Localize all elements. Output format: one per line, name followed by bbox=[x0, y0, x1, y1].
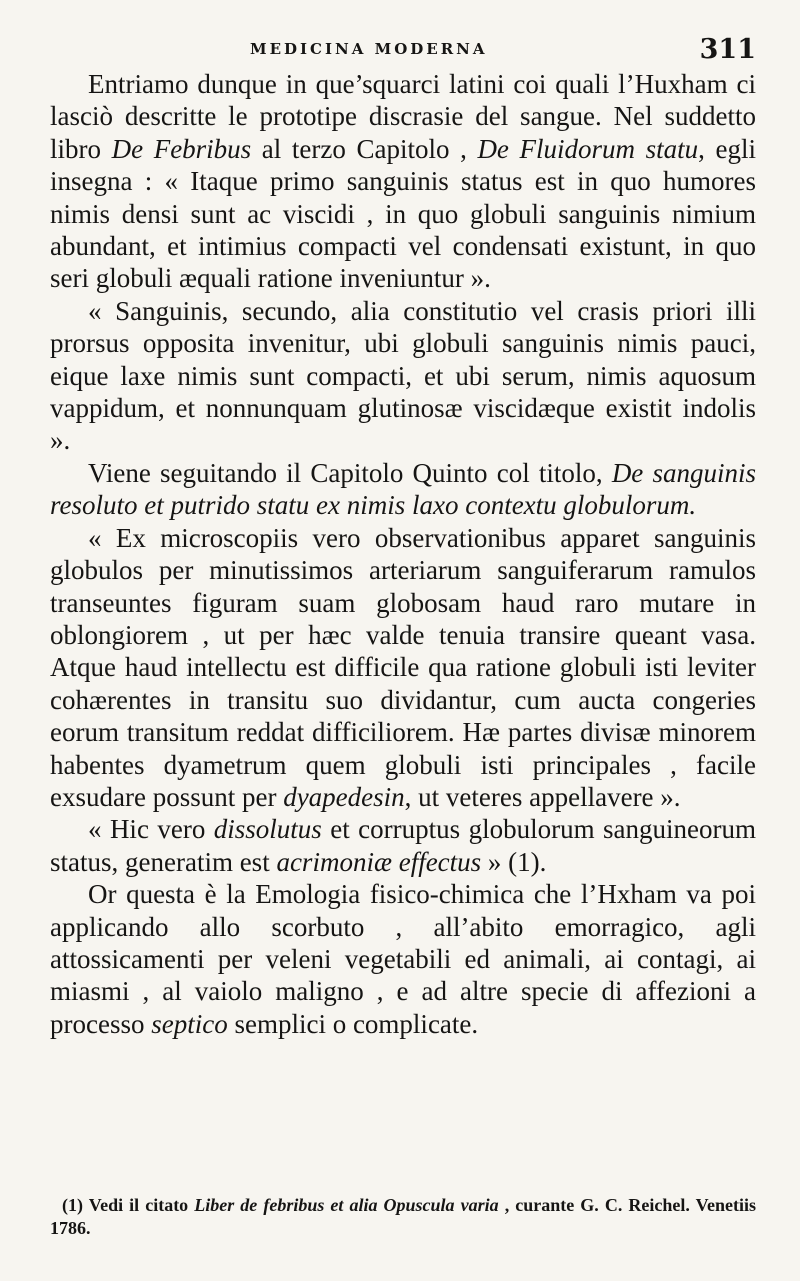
paragraph bbox=[50, 522, 756, 814]
text-run: « Ex microscopiis vero observationibus apparet sanguinis globulos per minutissimos arteriarum sanguiferarum ramulos transeuntes figuram suam globosam haud raro mutare in oblongiorem , ut per hæc valde tenuia transire queant vasa. Atque haud intellectu est difficile qua ratione globuli isti leviter cohærentes in transitu suo dividantur, cum aucta congeries eorum transitum reddat difficiliorem. Hæ partes divisæ minorem habentes dyametrum quem globuli isti principales , facile exsudare possunt per bbox=[50, 522, 756, 812]
text-run: , egli insegna : « Itaque primo sanguinis status est in quo humores nimis densi sunt ac viscidi , in quo globuli sanguinis nimium abundant, et intimius compacti vel condensati existunt, in quo seri globuli æquali ratione inveniuntur ». bbox=[50, 133, 756, 294]
italic-text: acrimoniæ effectus bbox=[276, 846, 482, 877]
text-run: Or questa è la Emologia fisico-chimica che l’Hxham va poi applicando allo scorbuto , all’abito emorragico, agli attossicamenti per veleni vegetabili ed animali, ai contagi, ai miasmi , al vaiolo maligno , e ad altre specie di affezioni a processo bbox=[50, 879, 756, 1039]
text-run: « Hic vero bbox=[88, 814, 214, 845]
text-run: , ut veteres appellavere ». bbox=[404, 781, 681, 812]
text-run: Entriamo dunque in que’squarci latini coi quali l’Huxham ci lasciò descritte le prototipe discrasie del sangue. Nel suddetto libro bbox=[50, 69, 756, 164]
page-number: 311 bbox=[699, 34, 756, 65]
text-run: al terzo Capitolo , bbox=[251, 133, 478, 164]
text-run: Viene seguitando il Capitolo Quinto col titolo, bbox=[88, 457, 612, 488]
text-run: semplici o complicate. bbox=[227, 1008, 479, 1039]
running-title: MEDICINA MODERNA bbox=[250, 40, 488, 58]
text-run: , curante G. C. Reichel. Venetiis 1786. bbox=[50, 1195, 756, 1238]
text-run: (1) Vedi il citato bbox=[62, 1195, 195, 1215]
paragraph bbox=[50, 295, 756, 457]
italic-text: dyapedesin bbox=[283, 781, 405, 812]
italic-text: Liber de febribus et alia Opuscula varia bbox=[194, 1195, 499, 1215]
paragraph bbox=[50, 68, 756, 295]
text-run: » (1). bbox=[481, 846, 547, 877]
italic-text: dissolutus bbox=[213, 814, 322, 845]
italic-text: septico bbox=[151, 1008, 228, 1039]
italic-text: De Febribus bbox=[111, 133, 252, 164]
paragraph bbox=[50, 878, 756, 1040]
italic-text: De sanguinis resoluto et putrido statu ex nimis laxo contextu globulorum. bbox=[50, 457, 756, 521]
text-run: « Sanguinis, secundo, alia constitutio vel crasis priori illi prorsus opposita invenitur, ubi globuli sanguinis nimis pauci, eique laxe nimis sunt compacti, et ubi serum, nimis aquosum vappidum, et nonnunquam glutinosæ viscidæque existit indolis ». bbox=[50, 295, 756, 456]
paragraph bbox=[50, 457, 756, 522]
text-run: et corruptus globulorum sanguineorum status, generatim est bbox=[50, 814, 756, 877]
italic-text: De Fluidorum statu bbox=[477, 133, 699, 164]
paragraph bbox=[50, 813, 756, 878]
footnote-text bbox=[50, 1194, 756, 1240]
running-head bbox=[50, 34, 756, 68]
footnote bbox=[50, 1194, 756, 1240]
book-page bbox=[50, 34, 756, 1040]
body-text bbox=[50, 68, 756, 1040]
